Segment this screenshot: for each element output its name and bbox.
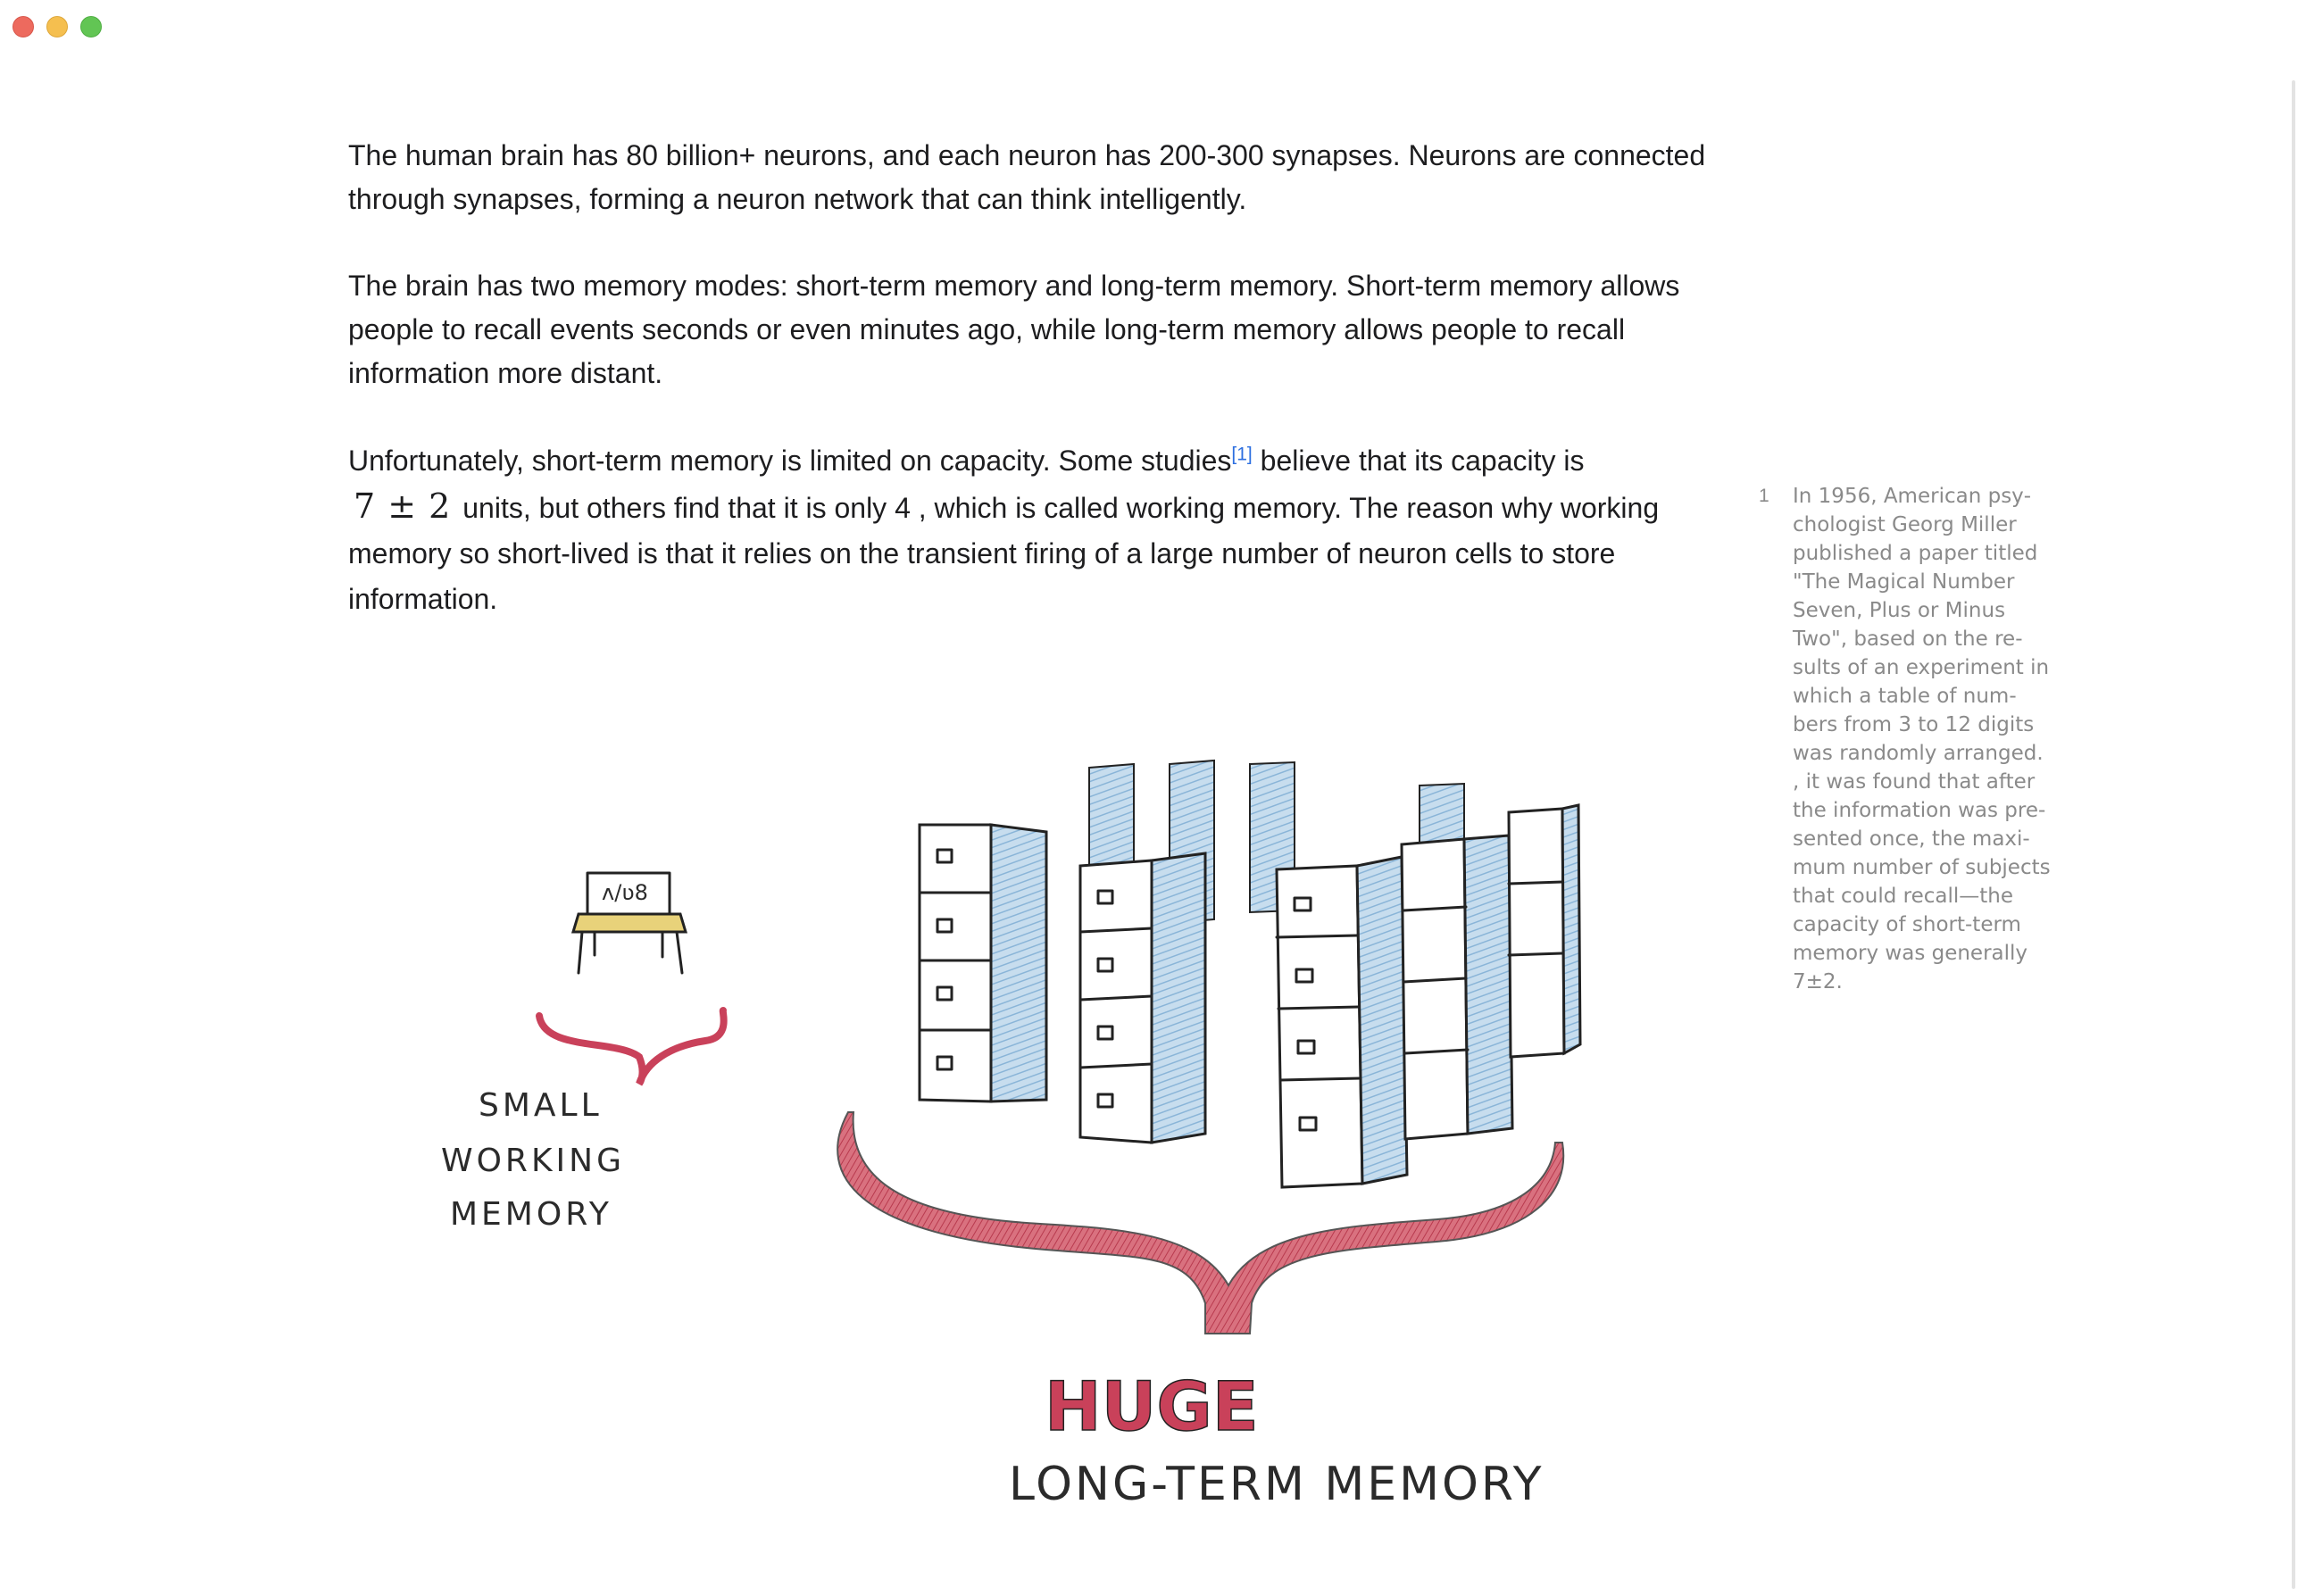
- small-label-line1: SMALL: [479, 1087, 603, 1124]
- cabinet-side: [1357, 857, 1407, 1184]
- paragraph-capacity: [348, 438, 1714, 622]
- sidenote-number: 1: [1759, 486, 1769, 506]
- small-label-line2: WORKING: [441, 1143, 625, 1179]
- long-term-memory-label: LONG-TERM MEMORY: [1009, 1458, 1544, 1511]
- minimize-window-button[interactable]: [46, 16, 68, 37]
- desk-top: [573, 914, 686, 932]
- footnote-reference-link[interactable]: [1]: [1231, 444, 1253, 465]
- cabinet-drawer-line: [1278, 1007, 1359, 1009]
- memory-illustration: [348, 678, 1598, 1535]
- article-body: [348, 134, 1714, 665]
- cabinet-drawer-line: [1280, 1078, 1361, 1080]
- cabinet-drawer-line: [1509, 953, 1562, 955]
- scrollbar-thumb[interactable]: [2292, 80, 2295, 1589]
- sidenote-text: In 1956, American psychologist Georg Miller published a paper titled "The Magical Number Seven, Plus or Minus Two", based on the results of an experiment in which a table of numbers from 3 to 12 digits was randomly arranged. , it was found that after the information was presented once, the maximum number of subjects that could recall—the capacity of short-term memory was generally 7±2.: [1793, 485, 2051, 993]
- capacity-text-end: units, but others find that it is only 4 , which is called working memory. The reason why working memory so short-lived is that it relies on the transient firing of a large number of neuron cells to store information.: [348, 492, 1660, 615]
- cabinet-side: [1152, 853, 1205, 1143]
- desk-leg: [677, 932, 682, 973]
- filing-cabinets: [920, 761, 1580, 1187]
- desk-leg: [579, 932, 582, 973]
- cabinet-front: [1402, 839, 1468, 1139]
- zoom-window-button[interactable]: [80, 16, 102, 37]
- window-controls: [12, 16, 102, 37]
- paragraph-neurons: The human brain has 80 billion+ neurons, and each neuron has 200-300 synapses. Neurons are connected through synapses, forming a neuron network that can think intelligently.: [348, 139, 1706, 215]
- cabinet-side: [1464, 835, 1512, 1134]
- math-expression: 7 ± 2: [354, 486, 452, 526]
- memory-illustration-drawing: [348, 678, 1598, 1535]
- huge-label: HUGE: [1045, 1367, 1259, 1446]
- cabinet-front: [1080, 860, 1152, 1143]
- small-label-line3: MEMORY: [450, 1196, 612, 1233]
- cabinet-front: [1277, 866, 1362, 1187]
- cabinet-drawer-line: [1277, 935, 1357, 937]
- close-window-button[interactable]: [12, 16, 34, 37]
- small-brace: [539, 1010, 724, 1084]
- cabinet-drawer-line: [1509, 882, 1562, 884]
- cabinet-front: [1509, 809, 1564, 1057]
- paragraph-memory-modes: The brain has two memory modes: short-term memory and long-term memory. Short-term memory allows people to recall events seconds or even minutes ago, while long-term memory allows people to recall information more distant.: [348, 270, 1680, 389]
- cabinet-side: [991, 825, 1046, 1101]
- capacity-text-middle: believe that its capacity is: [1252, 445, 1585, 477]
- desk-sketch: [573, 873, 686, 973]
- cabinet-side: [1562, 805, 1580, 1053]
- desk-monitor-text: ʌ/ʋ8: [602, 880, 648, 905]
- sidenote: [1759, 482, 2053, 996]
- cabinet-front: [920, 825, 991, 1101]
- capacity-text-start: Unfortunately, short-term memory is limited on capacity. Some studies: [348, 445, 1232, 477]
- huge-brace: [837, 1112, 1563, 1334]
